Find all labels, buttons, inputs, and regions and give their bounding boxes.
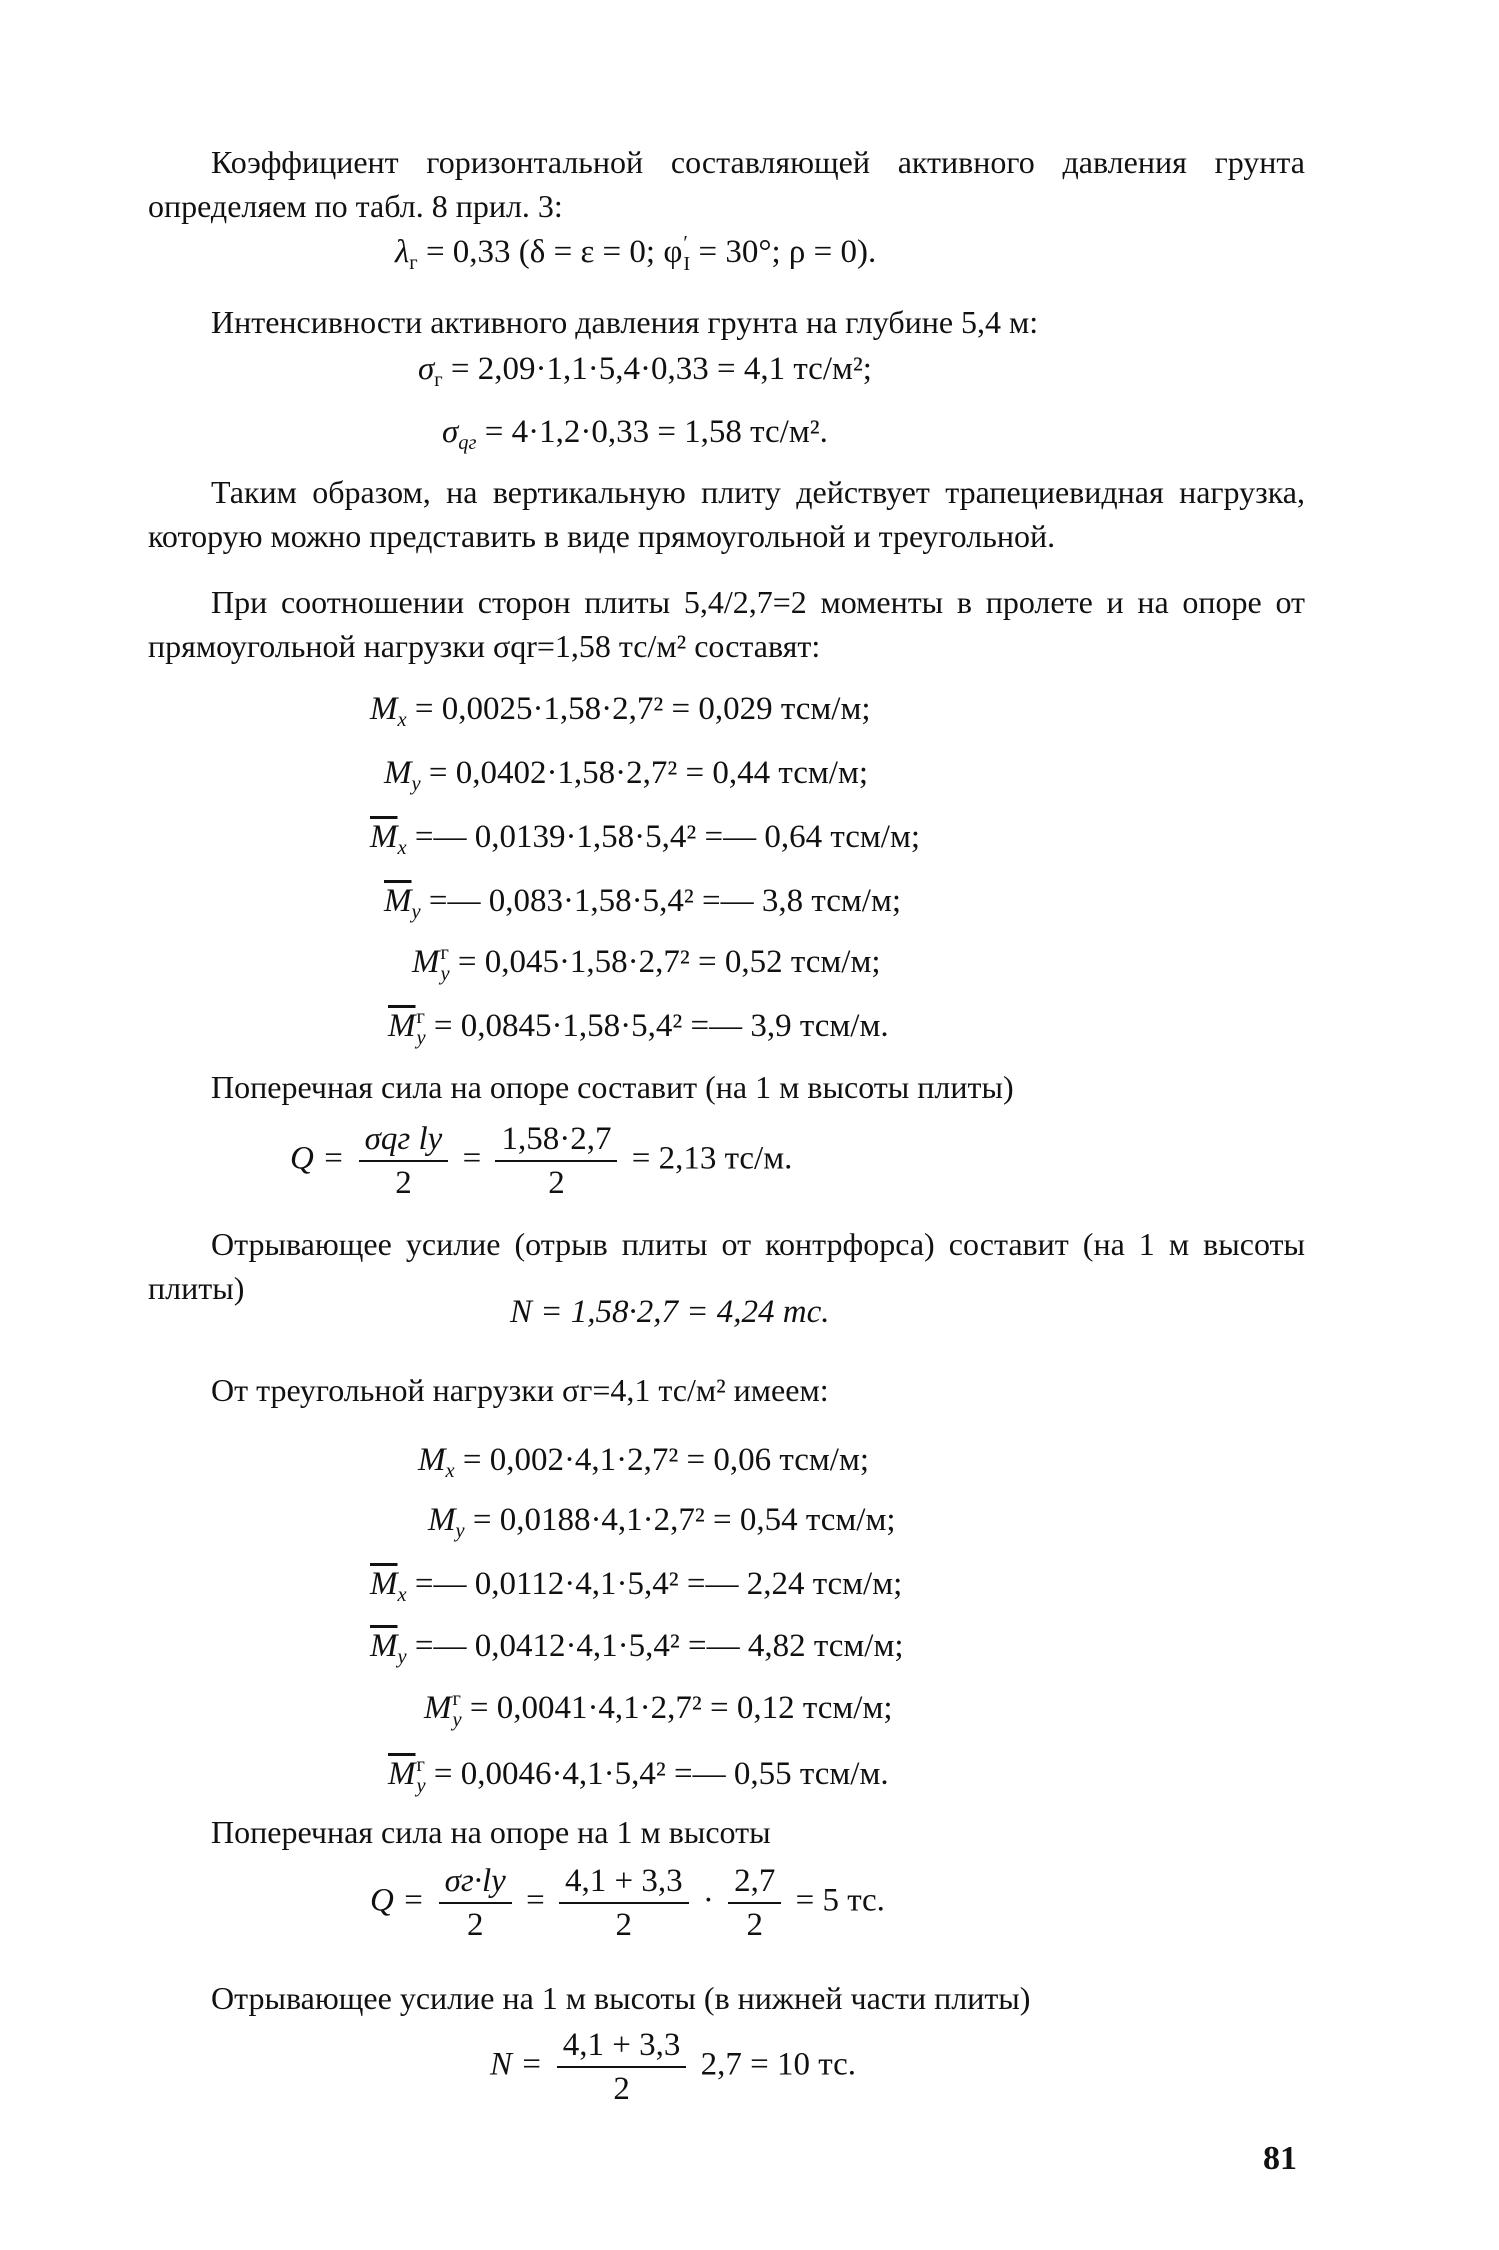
paragraph-pressure-intensity: Интенсивности активного давления грунта на глубине 5,4 м: xyxy=(211,304,1039,340)
paragraph-shear-force-2: Поперечная сила на опоре на 1 м высоты xyxy=(211,1814,771,1850)
phi-supsub xyxy=(683,233,690,276)
formula-tri-mx-bar xyxy=(370,1562,902,1606)
fraction-2 xyxy=(495,1118,617,1204)
moment-superscript: г xyxy=(452,1687,461,1710)
sigma-g-subscript: г xyxy=(434,369,443,392)
moment-subscript: y xyxy=(455,1520,465,1543)
moment-rhs: =— 0,0412·4,1·5,4² =— 4,82 тсм/м; xyxy=(406,1628,904,1664)
paragraph-trapezoidal-load: Таким образом, на вертикальную плиту действует трапециевидная нагрузка, которую можно представить в виде прямоугольной и треугольной. xyxy=(148,474,1305,554)
formula-rect-mx xyxy=(370,687,871,731)
n-symbol: N = xyxy=(490,2046,543,2083)
fraction-numerator: 4,1 + 3,3 xyxy=(559,1860,689,1904)
formula-rect-my-bar xyxy=(384,879,901,923)
fraction-2 xyxy=(559,1860,689,1946)
formula-rect-my xyxy=(384,751,868,795)
lambda-symbol: λ xyxy=(395,234,410,270)
phi-superscript: ′ xyxy=(683,231,688,254)
fraction-numerator: 1,58·2,7 xyxy=(495,1118,617,1162)
lambda-subscript: г xyxy=(409,252,418,275)
moment-subscript: y xyxy=(397,1646,407,1669)
moment-symbol: M xyxy=(428,1502,456,1538)
formula-rect-myg-bar xyxy=(388,1004,889,1050)
paragraph-shear-force: Поперечная сила на опоре составит (на 1 м высоты плиты) xyxy=(211,1069,1014,1105)
formula-tri-myg-bar xyxy=(388,1752,889,1798)
moment-symbol-bar: $\overline{M}$ xyxy=(388,1756,416,1792)
moment-symbol: M xyxy=(418,1442,446,1478)
moment-symbol: M xyxy=(424,1690,452,1726)
moment-superscript: г xyxy=(416,1753,425,1776)
formula-n1 xyxy=(510,1290,830,1334)
equals-sign: = xyxy=(462,1140,482,1177)
fraction-denominator: 2 xyxy=(615,1907,633,1943)
sigma-g-symbol: σ xyxy=(418,351,435,387)
moment-rhs: =— 0,0112·4,1·5,4² =— 2,24 тсм/м; xyxy=(406,1566,903,1602)
fraction-numerator: σqг ly xyxy=(359,1118,449,1162)
q-result: = 5 тс. xyxy=(795,1882,885,1919)
phi-subscript: I xyxy=(683,253,691,276)
paragraph-rectangular-load: При соотношении сторон плиты 5,4/2,7=2 моменты в пролете и на опоре от прямоугольной нагрузки σqr=1,58 тс/м² составят: xyxy=(148,584,1305,664)
n-result: 2,7 = 10 тс. xyxy=(700,2046,856,2083)
moment-subscript: y xyxy=(411,901,421,924)
q-result: = 2,13 тс/м. xyxy=(631,1140,793,1177)
moment-rhs: = 0,0025·1,58·2,7² = 0,029 тсм/м; xyxy=(406,691,871,727)
q-symbol: Q = xyxy=(370,1882,425,1919)
fraction-numerator: 4,1 + 3,3 xyxy=(557,2024,687,2068)
sigma-g-rhs: = 2,09·1,1·5,4·0,33 = 4,1 тс/м²; xyxy=(442,351,872,387)
paragraph-pullout-force-2: Отрывающее усилие на 1 м высоты (в нижней части плиты) xyxy=(211,1980,1031,2016)
moment-supsub xyxy=(441,943,450,986)
lambda-tail: = 30°; ρ = 0). xyxy=(690,234,877,270)
fraction-3 xyxy=(728,1860,781,1946)
formula-lambda xyxy=(395,230,876,276)
fraction-denominator: 2 xyxy=(466,1907,484,1943)
moment-rhs: = 0,0402·1,58·2,7² = 0,44 тсм/м; xyxy=(420,755,868,791)
moment-subscript: x xyxy=(445,1460,455,1483)
moment-rhs: =— 0,0139·1,58·5,4² =— 0,64 тсм/м; xyxy=(406,819,920,855)
moment-subscript: y xyxy=(416,1775,426,1798)
formula-n2 xyxy=(490,2024,856,2110)
formula-sigma-g xyxy=(418,347,872,391)
moment-subscript: x xyxy=(397,837,407,860)
paragraph-lateral-pressure-coefficient: Коэффициент горизонтальной составляющей активного давления грунта определяем по табл. 8 прил. 3: xyxy=(148,144,1305,224)
q-symbol: Q = xyxy=(290,1140,345,1177)
moment-subscript: y xyxy=(416,1027,426,1050)
moment-subscript: x xyxy=(397,1584,407,1607)
fraction-denominator: 2 xyxy=(613,2071,630,2107)
paragraph-triangular-load: От треугольной нагрузки σг=4,1 тс/м² имеем: xyxy=(211,1372,829,1408)
moment-subscript: y xyxy=(411,773,421,796)
lambda-rhs: = 0,33 (δ = ε = 0; φ xyxy=(417,234,683,270)
moment-supsub xyxy=(417,1755,426,1798)
formula-tri-mx xyxy=(418,1438,869,1482)
moment-rhs: = 0,002·4,1·2,7² = 0,06 тсм/м; xyxy=(454,1442,869,1478)
formula-rect-mx-bar xyxy=(370,815,920,859)
moment-symbol-bar: $\overline{M}$ xyxy=(384,883,412,919)
moment-symbol: M xyxy=(412,944,440,980)
formula-tri-my xyxy=(428,1498,896,1542)
moment-subscript: y xyxy=(452,1709,462,1732)
moment-symbol-bar: $\overline{M}$ xyxy=(370,819,398,855)
formula-sigma-qg xyxy=(442,410,828,454)
moment-symbol: M xyxy=(370,691,398,727)
moment-superscript: г xyxy=(416,1005,425,1028)
fraction-denominator: 2 xyxy=(395,1165,412,1201)
fraction-denominator: 2 xyxy=(746,1907,763,1943)
moment-superscript: г xyxy=(440,941,449,964)
moment-rhs: = 0,0041·4,1·2,7² = 0,12 тсм/м; xyxy=(461,1690,893,1726)
sigma-qg-rhs: = 4·1,2·0,33 = 1,58 тс/м². xyxy=(476,414,828,450)
formula-q1 xyxy=(290,1118,792,1204)
sigma-qg-symbol: σ xyxy=(442,414,459,450)
fraction-1 xyxy=(439,1860,512,1946)
moment-rhs: = 0,0046·4,1·5,4² =— 0,55 тсм/м. xyxy=(425,1756,889,1792)
moment-supsub xyxy=(417,1007,426,1050)
moment-symbol-bar: $\overline{M}$ xyxy=(370,1628,398,1664)
fraction-denominator: 2 xyxy=(548,1165,565,1201)
fraction-numerator: σг·ly xyxy=(439,1860,512,1904)
equals-sign: = xyxy=(526,1882,545,1919)
formula-q2 xyxy=(370,1860,885,1946)
page-number: 81 xyxy=(1263,2140,1297,2177)
multiply-dot: · xyxy=(702,1882,714,1919)
moment-symbol-bar: $\overline{M}$ xyxy=(370,1566,398,1602)
moment-symbol-bar: $\overline{M}$ xyxy=(388,1008,416,1044)
moment-rhs: =— 0,083·1,58·5,4² =— 3,8 тсм/м; xyxy=(420,883,901,919)
moment-symbol: M xyxy=(384,755,412,791)
sigma-qg-subscript: qг xyxy=(458,432,477,455)
moment-subscript: x xyxy=(397,709,407,732)
formula-rect-myg xyxy=(412,940,881,986)
moment-rhs: = 0,0188·4,1·2,7² = 0,54 тсм/м; xyxy=(464,1502,896,1538)
moment-subscript: y xyxy=(440,963,450,986)
moment-rhs: = 0,0845·1,58·5,4² =— 3,9 тсм/м. xyxy=(425,1008,889,1044)
fraction-1 xyxy=(557,2024,687,2110)
fraction-1 xyxy=(359,1118,449,1204)
n-formula-text: N = 1,58·2,7 = 4,24 тс. xyxy=(510,1294,830,1330)
moment-supsub xyxy=(453,1689,462,1732)
paragraph-pullout-force: Отрывающее усилие (отрыв плиты от контрфорса) составит (на 1 м высоты плиты) xyxy=(148,1226,1305,1306)
fraction-numerator: 2,7 xyxy=(728,1860,781,1904)
moment-rhs: = 0,045·1,58·2,7² = 0,52 тсм/м; xyxy=(449,944,881,980)
formula-tri-my-bar xyxy=(370,1624,904,1668)
formula-tri-myg xyxy=(424,1686,893,1732)
